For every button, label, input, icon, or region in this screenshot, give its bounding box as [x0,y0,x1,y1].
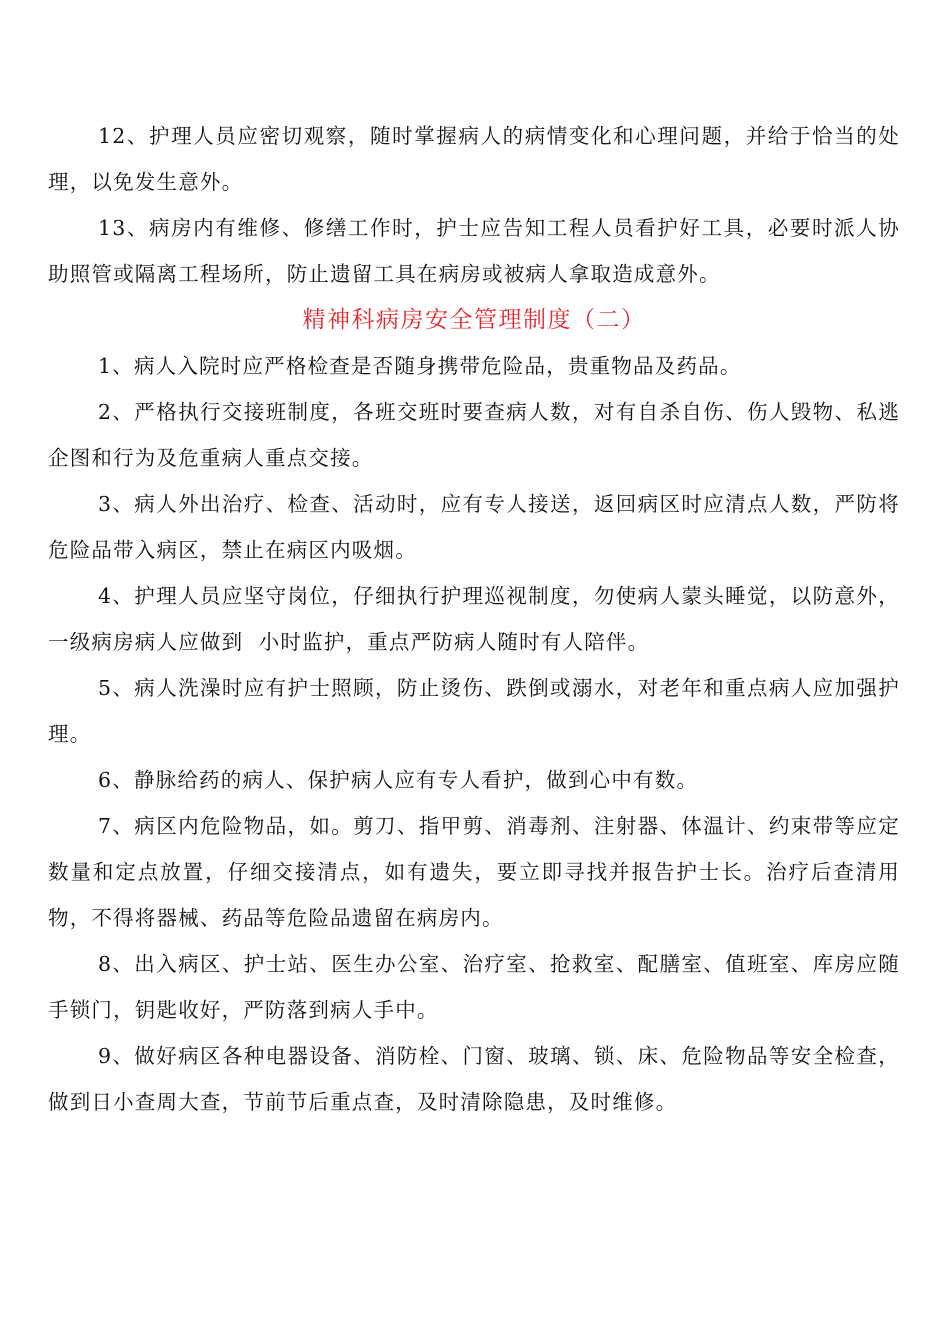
section-title: 精神科病房安全管理制度（二） [302,307,646,333]
list-item-6: 6、静脉给药的病人、保护病人应有专人看护，做到心中有数。 [98,768,699,792]
list-item-7: 7、病区内危险物品，如。剪刀、指甲剪、消毒剂、注射器、体温计、约束带等应定数量和定点放置，仔细交接清点，如有遗失，要立即寻找并报告护士长。治疗后查清用物，不得将器械、药品等危险品遗留在病房内。 [48,814,900,930]
list-item-8: 8、出入病区、护士站、医生办公室、治疗室、抢救室、配膳室、值班室、库房应随手锁门，钥匙收好，严防落到病人手中。 [48,952,900,1022]
paragraph-13: 13、病房内有维修、修缮工作时，护士应告知工程人员看护好工具，必要时派人协助照管或隔离工程场所，防止遗留工具在病房或被病人拿取造成意外。 [48,216,900,286]
list-item-3: 3、病人外出治疗、检查、活动时，应有专人接送，返回病区时应清点人数，严防将危险品带入病区，禁止在病区内吸烟。 [48,492,900,562]
list-item-2: 2、严格执行交接班制度，各班交班时要查病人数，对有自杀自伤、伤人毁物、私逃企图和行为及危重病人重点交接。 [48,400,900,470]
document-body [48,113,900,1125]
list-item-9: 9、做好病区各种电器设备、消防栓、门窗、玻璃、锁、床、危险物品等安全检查，做到日小查周大查，节前节后重点查，及时清除隐患，及时维修。 [48,1044,900,1114]
list-item-4: 4、护理人员应坚守岗位，仔细执行护理巡视制度，勿使病人蒙头睡觉，以防意外，一级病房病人应做到 小时监护，重点严防病人随时有人陪伴。 [48,584,900,654]
paragraph-12: 12、护理人员应密切观察，随时掌握病人的病情变化和心理问题，并给于恰当的处理，以免发生意外。 [48,124,900,194]
list-item-5: 5、病人洗澡时应有护士照顾，防止烫伤、跌倒或溺水，对老年和重点病人应加强护理。 [48,676,900,746]
list-item-1: 1、病人入院时应严格检查是否随身携带危险品，贵重物品及药品。 [98,354,742,378]
